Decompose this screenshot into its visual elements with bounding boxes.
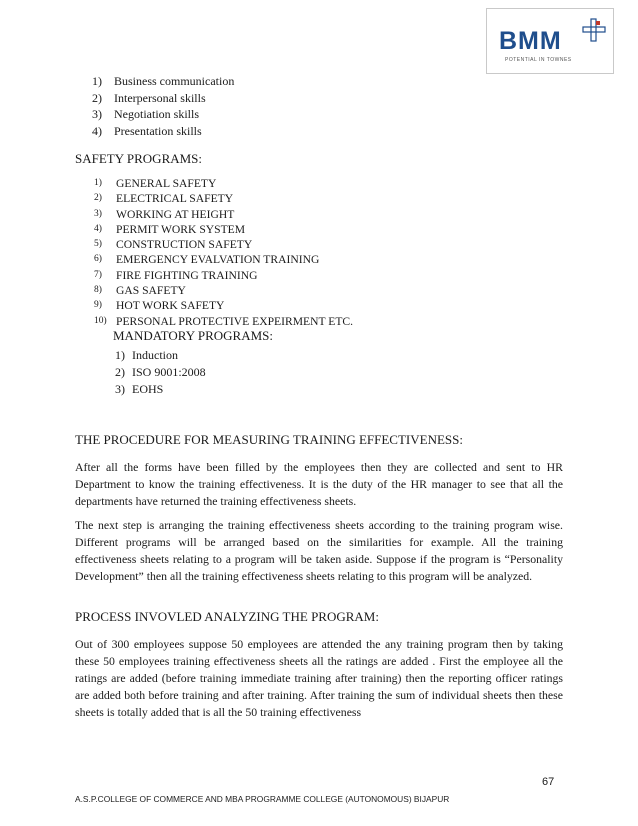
skills-list <box>92 73 234 139</box>
process-paragraph: Out of 300 employees suppose 50 employees are attended the any training program then by taking these 50 employees training effectiveness sheets all the ratings are added . First the employee all the ratings are added (before training immediate training after training) then the reporting officer ratings are added both before training and after training. After training the sum of individual sheets then these sheets is totally added that is all the 50 training effectiveness <box>75 637 563 719</box>
list-item: 3) Negotiation skills <box>92 107 199 121</box>
list-item: 7) FIRE FIGHTING TRAINING <box>94 268 258 282</box>
procedure-heading: THE PROCEDURE FOR MEASURING TRAINING EFFECTIVENESS: <box>75 432 463 447</box>
safety-programs-list <box>94 176 353 329</box>
list-item: 9) HOT WORK SAFETY <box>94 299 225 313</box>
procedure-paragraph-1: After all the forms have been filled by the employees then they are collected and sent to HR Department to know the training effectiveness. It is the duty of the HR manager to see that all the departments have returned the training effectiveness sheets. <box>75 460 563 508</box>
logo-text: BMM <box>499 27 562 55</box>
page-number: 67 <box>542 776 555 788</box>
list-item: 6) EMERGENCY EVALVATION TRAINING <box>94 253 320 267</box>
safety-programs-heading: SAFETY PROGRAMS: <box>75 151 203 166</box>
list-item: 3) WORKING AT HEIGHT <box>94 207 235 221</box>
list-item: 1) Business communication <box>92 74 235 88</box>
list-item: 4) Presentation skills <box>92 123 202 138</box>
list-item: 2) ELECTRICAL SAFETY <box>94 192 234 206</box>
mandatory-programs-list <box>115 347 206 398</box>
bmm-logo <box>486 8 614 74</box>
list-item: 2) Interpersonal skills <box>92 90 206 105</box>
page-footer: A.S.P.COLLEGE OF COMMERCE AND MBA PROGRAMME COLLEGE (AUTONOMOUS) BIJAPUR <box>75 794 450 804</box>
cross-mark-icon <box>581 17 607 43</box>
list-item: 3) EOHS <box>115 382 164 396</box>
list-item: 8) GAS SAFETY <box>94 284 186 298</box>
list-item: 4) PERMIT WORK SYSTEM <box>94 222 246 236</box>
procedure-paragraph-2: The next step is arranging the training effectiveness sheets according to the training program wise. Different programs will be arranged based on the similarities for example. All the training effectiveness sheets relating to a program will be taken aside. Suppose if the program is “Personality Development” then all the training effectiveness sheets relating to this program will be analyzed. <box>75 518 563 583</box>
list-item: 2) ISO 9001:2008 <box>115 365 206 379</box>
list-item: 1) GENERAL SAFETY <box>94 177 217 190</box>
logo-tagline: POTENTIAL IN TOWNES <box>505 57 572 63</box>
mandatory-programs-heading: MANDATORY PROGRAMS: <box>113 328 274 343</box>
process-heading: PROCESS INVOVLED ANALYZING THE PROGRAM: <box>75 609 379 624</box>
list-item: 10) PERSONAL PROTECTIVE EXPEIRMENT ETC. <box>94 314 354 328</box>
list-item: 1) Induction <box>115 348 178 362</box>
list-item: 5) CONSTRUCTION SAFETY <box>94 238 253 252</box>
